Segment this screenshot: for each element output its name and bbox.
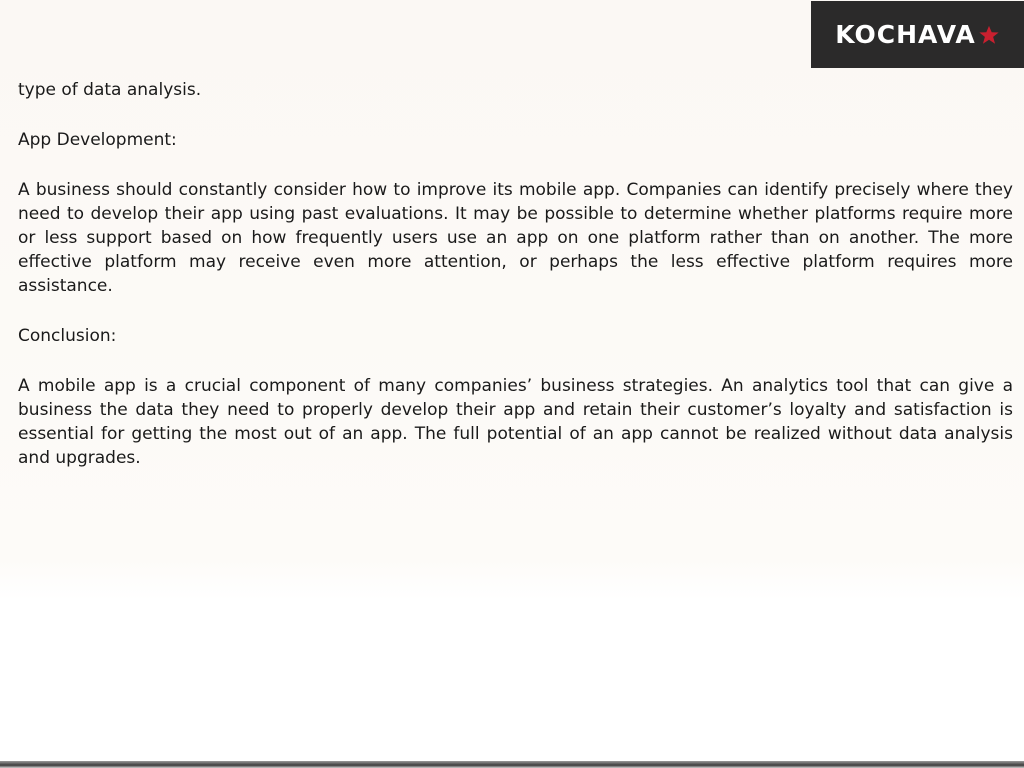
section-heading-app-development: App Development: [18, 130, 177, 150]
logo-wordmark: KOCHAVA [835, 20, 976, 49]
kochava-logo [811, 1, 1024, 68]
star-icon [978, 24, 1000, 46]
lead-paragraph: type of data analysis. [18, 80, 202, 100]
app-development-paragraph: A business should constantly consider how to improve its mobile app. Companies can identify precisely where they need to develop their app using past evaluations. It may be possible to determine whether platforms require more or less support based on how frequently users use an app on one platform rather than on another. The more effective platform may receive even more attention, or perhaps the less effective platform requires more assistance. [18, 180, 1013, 296]
bottom-divider [0, 761, 1024, 768]
conclusion-paragraph: A mobile app is a crucial component of many companies’ business strategies. An analytics tool that can give a business the data they need to properly develop their app and retain their customer’s loyalty and satisfaction is essential for getting the most out of an app. The full potential of an app cannot be realized without data analysis and upgrades. [18, 376, 1013, 468]
section-heading-conclusion: Conclusion: [18, 326, 117, 346]
document-body [18, 78, 1013, 496]
